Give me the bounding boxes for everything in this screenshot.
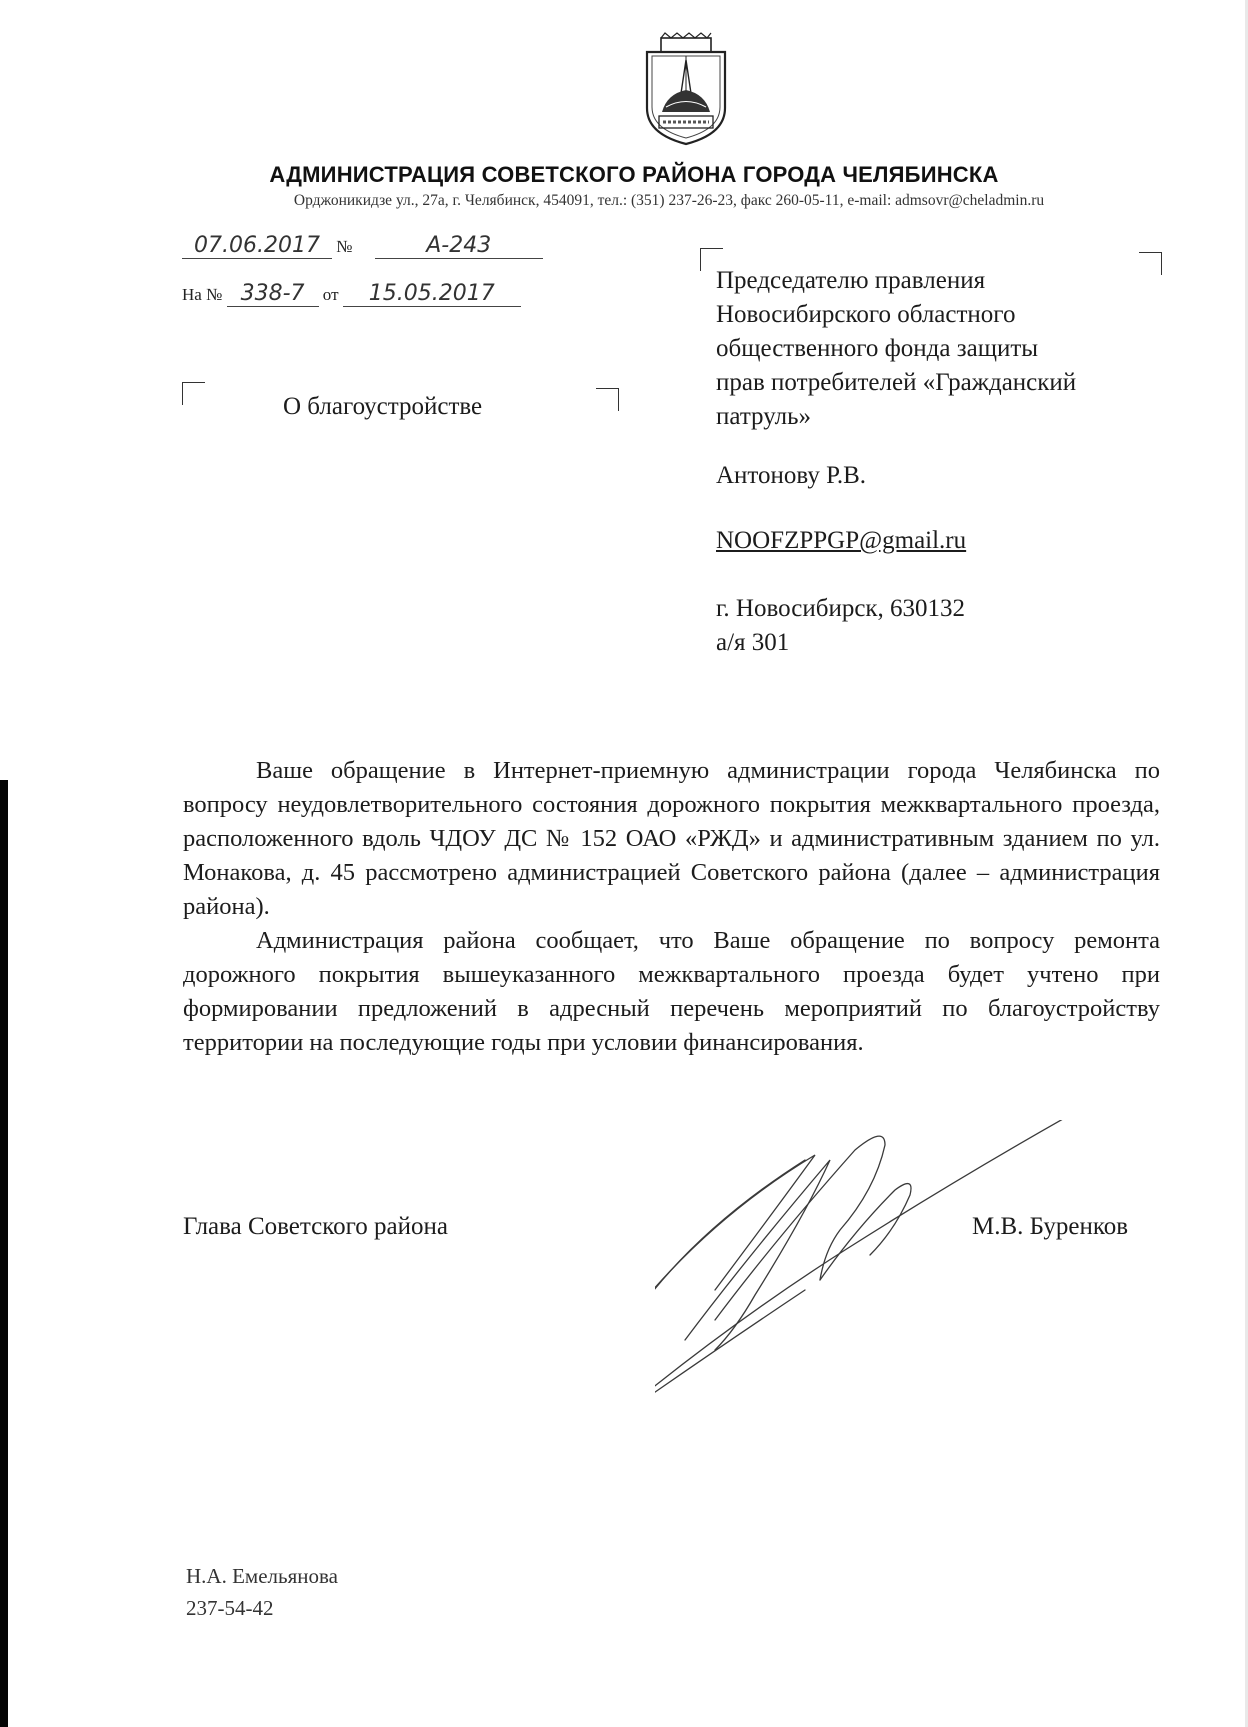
addressee-line: прав потребителей «Гражданский [716,369,1077,396]
letter-body [183,754,1160,1060]
letter-subject: О благоустройстве [283,393,483,420]
incoming-number: 338-7 [227,282,319,307]
executor-info [186,1560,338,1624]
from-label: от [322,285,339,304]
outgoing-date: 07.06.2017 [182,234,332,259]
addressee-line: Новосибирского областного [716,301,1016,328]
addressee-line: патруль» [716,403,812,430]
incoming-date: 15.05.2017 [343,282,521,307]
subject-corner-left [182,382,205,405]
addressee-name: Антонову Р.В. [716,462,867,489]
subject-corner-right [596,388,619,411]
signatory-title: Глава Советского района [183,1213,448,1240]
signatory-name: М.В. Буренков [972,1213,1129,1240]
city-district-crest-icon [637,30,735,148]
reply-to-label: На № [182,285,223,304]
addressee-city: г. Новосибирск, 630132 [716,595,966,622]
organization-title: АДМИНИСТРАЦИЯ СОВЕТСКОГО РАЙОНА ГОРОДА ЧЕЛЯБИНСКА [269,162,999,187]
body-paragraph: Администрация района сообщает, что Ваше обращение по вопросу ремонта дорожного покрытия вышеуказанного межквартального проезда будет учтено при формировании предложений в адресный перечень мероприятий по благоустройству территории на последующие годы при условии финансирования. [183,927,1160,1056]
executor-name: Н.А. Емельянова [186,1564,338,1588]
addressee-line: общественного фонда защиты [716,335,1039,362]
outgoing-number: А-243 [375,234,543,259]
handwritten-signature-icon [655,1120,1075,1420]
addressee-position [716,264,1186,434]
addressee-line: Председателю правления [716,267,986,294]
organization-contacts: Орджоникидзе ул., 27а, г. Челябинск, 454091, тел.: (351) 237-26-23, факс 260-05-11, e-mail: admsovr@cheladmin.ru [293,192,1045,209]
addressee-address [716,592,965,660]
reply-to-line [182,282,521,307]
registration-line [182,234,543,259]
scan-edge-left [0,780,8,1727]
body-paragraph: Ваше обращение в Интернет-приемную администрации города Челябинска по вопросу неудовлетворительного состояния дорожного покрытия межквартального проезда, расположенного вдоль ЧДОУ ДС № 152 ОАО «РЖД» и административным зданием по ул. Монакова, д. 45 рассмотрено администрацией Советского района (далее – администрация района). [183,757,1160,920]
addressee-po-box: а/я 301 [716,629,790,656]
number-label: № [336,237,353,256]
executor-phone: 237-54-42 [186,1596,274,1620]
addressee-email-link[interactable]: NOOFZPPGP@gmail.ru [716,527,967,554]
